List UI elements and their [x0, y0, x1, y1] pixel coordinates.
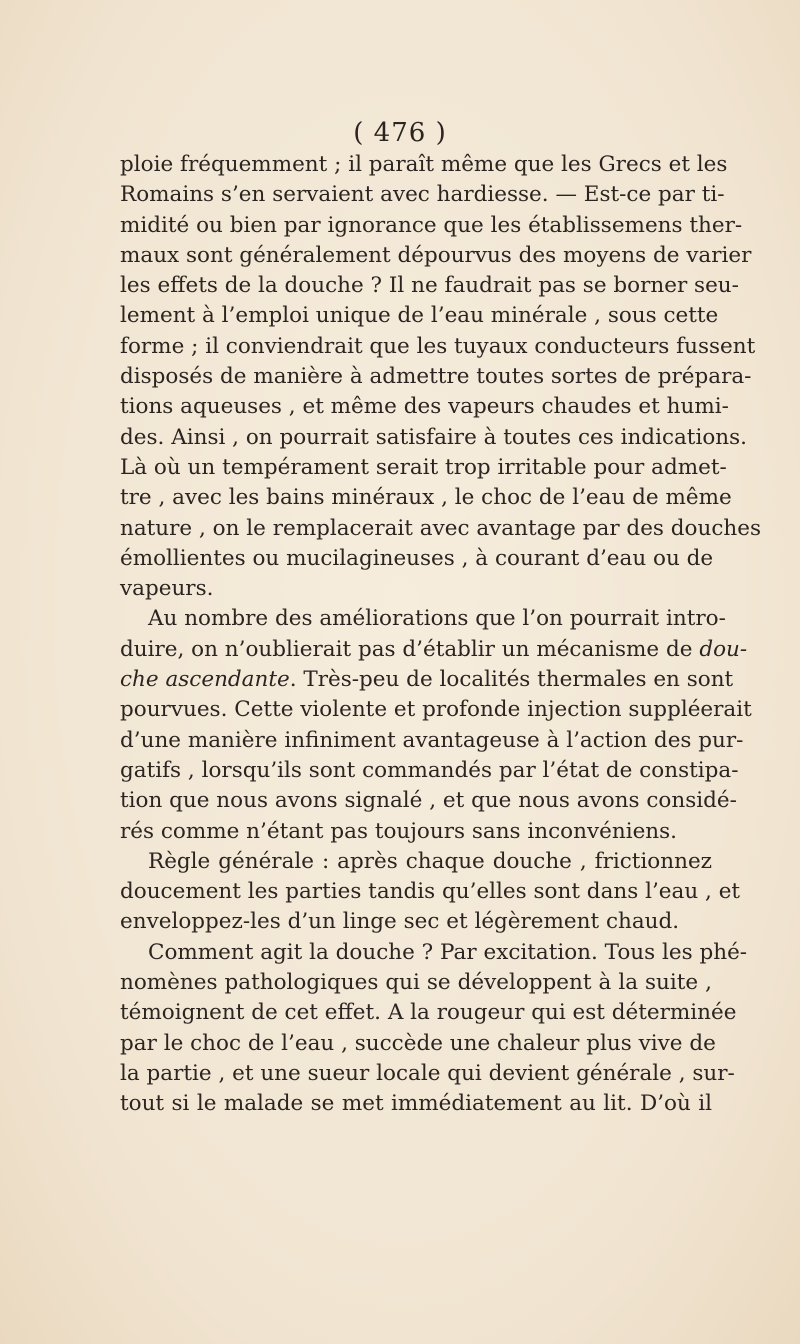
italic-text: che ascendante	[120, 667, 290, 693]
line-text: émollientes ou mucilagineuses , à courant d’eau ou de	[120, 545, 714, 571]
line-text: duire, on n’oublierait pas d’établir un mécanisme de	[120, 636, 693, 662]
text-line	[120, 150, 728, 180]
text-line	[120, 604, 726, 634]
text-line	[120, 877, 741, 907]
line-text: disposés de manière à admettre toutes sortes de prépara-	[120, 364, 752, 390]
text-line	[120, 1029, 716, 1059]
line-text: midité ou bien par ignorance que les établissemens ther-	[120, 212, 743, 238]
page-number: ( 476 )	[353, 118, 447, 148]
text-line	[120, 1089, 712, 1119]
line-text: Là où un tempérament serait trop irritable pour admet-	[120, 454, 727, 480]
line-text: tout si le malade se met immédiatement au lit. D’où il	[120, 1091, 712, 1117]
body-text	[120, 150, 761, 1120]
text-line	[120, 635, 748, 665]
line-text: forme ; il conviendrait que les tuyaux conducteurs fussent	[120, 333, 756, 359]
text-line	[120, 453, 727, 483]
line-text: tions aqueuses , et même des vapeurs chaudes et humi-	[120, 394, 729, 420]
text-line	[120, 392, 729, 422]
text-line	[120, 514, 761, 544]
text-line	[120, 211, 743, 241]
line-text: nomènes pathologiques qui se développent à la suite ,	[120, 970, 712, 996]
text-line	[120, 301, 719, 331]
line-text: nature , on le remplacerait avec avantage par des douches	[120, 515, 761, 541]
text-line	[120, 938, 748, 968]
line-text: enveloppez-les d’un linge sec et légèrement chaud.	[120, 909, 680, 935]
text-line	[120, 271, 739, 301]
line-text: maux sont généralement dépourvus des moyens de varier	[120, 242, 752, 268]
text-line	[120, 665, 734, 695]
text-line	[120, 180, 725, 210]
line-text: doucement les parties tandis qu’elles sont dans l’eau , et	[120, 879, 741, 905]
line-text: lement à l’emploi unique de l’eau minérale , sous cette	[120, 303, 719, 329]
text-line	[120, 483, 732, 513]
line-text: pourvues. Cette violente et profonde injection suppléerait	[120, 697, 752, 723]
text-line	[120, 817, 712, 847]
text-line	[120, 907, 712, 937]
line-text: par le choc de l’eau , succède une chaleur plus vive de	[120, 1030, 716, 1056]
text-line	[120, 786, 737, 816]
text-line	[120, 1059, 735, 1089]
line-text: les effets de la douche ? Il ne faudrait pas se borner seu-	[120, 273, 739, 299]
text-line	[120, 756, 739, 786]
text-line	[120, 362, 752, 392]
line-text: la partie , et une sueur locale qui devient générale , sur-	[120, 1060, 735, 1086]
text-line	[120, 332, 756, 362]
text-line	[120, 544, 712, 574]
text-line	[120, 241, 752, 271]
line-text: Romains s’en servaient avec hardiesse. — Est-ce par ti-	[120, 182, 725, 208]
text-line	[120, 423, 747, 453]
text-line	[120, 968, 712, 998]
line-text: témoignent de cet effet. A la rougeur qui est déterminée	[120, 1000, 737, 1026]
line-text: gatifs , lorsqu’ils sont commandés par l’état de constipa-	[120, 757, 739, 783]
line-text: Comment agit la douche ? Par excitation. Tous les phé-	[148, 939, 748, 965]
text-line	[120, 574, 712, 604]
italic-text: dou-	[699, 636, 748, 662]
line-text: vapeurs.	[120, 576, 214, 602]
line-text: . Très-peu de localités thermales en sont	[289, 667, 734, 693]
line-text: d’une manière infiniment avantageuse à l’action des pur-	[120, 727, 744, 753]
line-text: Règle générale : après chaque douche , frictionnez	[148, 848, 712, 874]
line-text: tion que nous avons signalé , et que nous avons considé-	[120, 788, 737, 814]
line-text: tre , avec les bains minéraux , le choc de l’eau de même	[120, 485, 732, 511]
text-line	[120, 726, 744, 756]
line-text: des. Ainsi , on pourrait satisfaire à toutes ces indications.	[120, 424, 747, 450]
line-text: rés comme n’étant pas toujours sans inconvéniens.	[120, 818, 678, 844]
text-line	[120, 998, 737, 1028]
line-text: Au nombre des améliorations que l’on pourrait intro-	[148, 606, 726, 632]
text-line	[120, 695, 752, 725]
text-line	[120, 847, 712, 877]
line-text: ploie fréquemment ; il paraît même que les Grecs et les	[120, 152, 728, 177]
